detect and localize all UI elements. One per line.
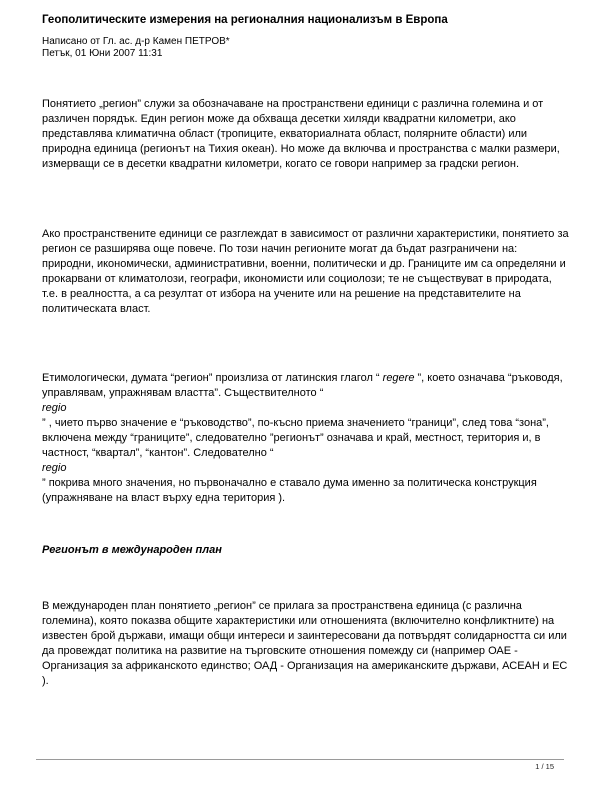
page-number: 1 / 15 [535, 762, 554, 771]
paragraph-region-definition: Понятието „регион” служи за обозначаване на пространствени единици с различна големина и от различен порядък. Един регион може да обхваща десетки хиляди квадратни километри, ако представлява климатична област (тропиците, екваториалната област, полярните области) или природна единица (регионът на Тихия океан). Но може да включва и пространства с малки размери, измерващи се в десетки квадратни километри, когато се говори например за градски регион. [42, 98, 560, 170]
latin-word-regio: regio [42, 402, 67, 414]
article-meta [42, 36, 230, 59]
paragraph-etymology [42, 371, 570, 506]
etymology-text-2: ”, което означава “ръководя, управлявам, упражнявам властта”. Съществителното “ [42, 372, 563, 399]
footer-divider [36, 759, 564, 760]
section-heading-international: Регионът в международен план [42, 544, 222, 556]
etymology-text-3: ” , чието първо значение е “ръководство”, по-късно приема значението “граници”, след това “зона”, включена между “границите”, следователно ”регионът” означава и край, местност, територия и, в частност, “квартал”, “кантон”. Следователно “ [42, 417, 549, 459]
paragraph-region-types: Ако пространствените единици се разглеждат в зависимост от различни характеристики, понятието за регион се разширява още повече. По този начин регионите могат да бъдат разграничени на: природни, икономически, административни, военни, политически и др. Границите им са определяни и прокарвани от климатолози, географи, икономисти или социолози; те не съществуват в природата, т.е. в реалността, а са резултат от избора на учените или на решение на представителите на политическата власт. [42, 228, 569, 315]
article-title: Геополитическите измерения на регионалния национализъм в Европа [42, 14, 448, 26]
latin-word-regere: regere [382, 372, 415, 384]
paragraph-international-region: В международен план понятието „регион” се прилага за пространствена единица (с различна големина), която показва общите характеристики или отношенията (включително конфликтните) на известен брой държави, имащи общи интереси и заинтересовани да потвърдят солидарността си или да провеждат политика на развитие на търговските отношения помежду си (например ОАЕ - Организация за африканското единство; ОАД - Организация на американските държави, АСЕАН и ЕС ). [42, 600, 568, 687]
date-line: Петък, 01 Юни 2007 11:31 [42, 47, 163, 59]
etymology-text-4: ” покрива много значения, но първоначално е ставало дума именно за политическа конструкция (упражняване на власт върху една територия ). [42, 477, 537, 504]
etymology-text-1: Етимологически, думата “регион” произлиза от латинския глагол “ [42, 372, 383, 384]
author-line: Написано от Гл. ас. д-р Камен ПЕТРОВ* [42, 36, 230, 47]
latin-word-regio-2: regio [42, 462, 67, 474]
